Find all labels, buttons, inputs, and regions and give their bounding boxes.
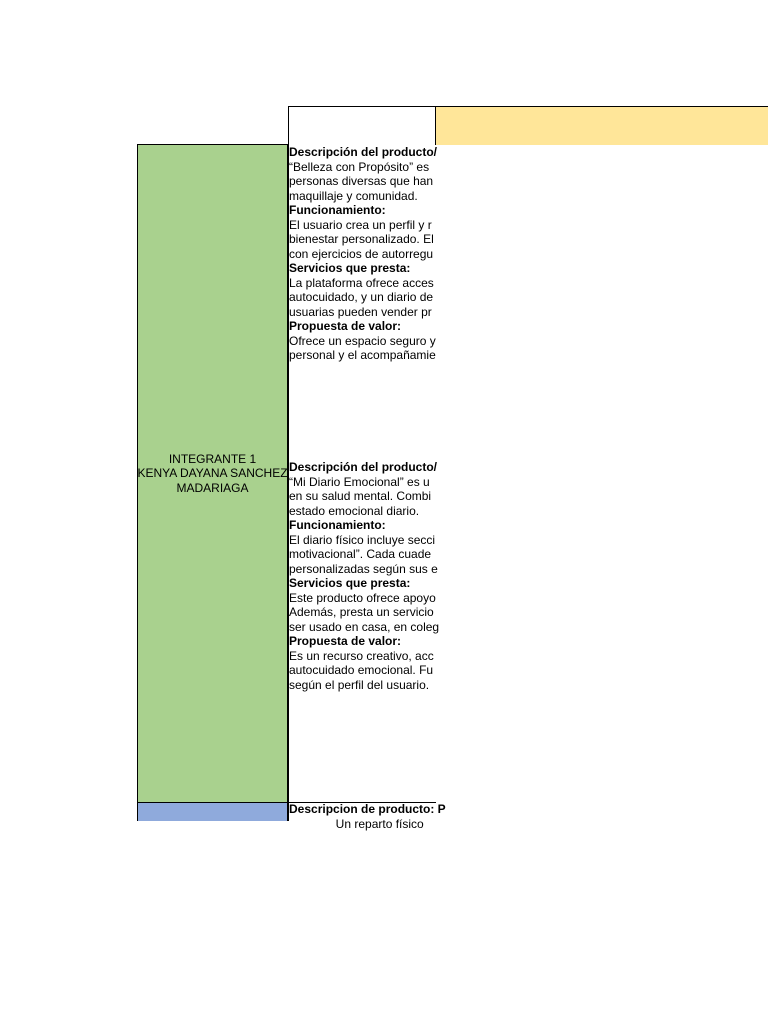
- text-line: El diario físico incluye secci: [289, 532, 436, 547]
- product-description-2: [289, 460, 440, 692]
- product-description-1: [289, 145, 437, 363]
- section-heading: Servicios que presta:: [289, 576, 411, 590]
- text-line: autocuidado, y un diario de: [289, 290, 434, 304]
- member-name-line2: MADARIAGA: [176, 480, 249, 495]
- text-line: Ofrece un espacio seguro y: [289, 333, 436, 348]
- section-heading: Descripcion de producto: P: [289, 802, 446, 816]
- text-line: Un reparto físico: [289, 816, 424, 831]
- row-divider: [288, 802, 436, 803]
- section-heading: Descripción del producto/: [289, 145, 438, 159]
- text-line: Es un recurso creativo, acc: [289, 648, 434, 663]
- text-line: autocuidado emocional. Fu: [289, 663, 434, 677]
- member-cell: [137, 144, 288, 803]
- text-line: estado emocional diario.: [289, 503, 420, 518]
- text-line: La plataforma ofrece acces: [289, 275, 434, 290]
- text-line: motivacional”. Cada cuade: [289, 547, 432, 561]
- text-line: bienestar personalizado. El: [289, 232, 434, 246]
- text-line: personas diversas que han: [289, 174, 434, 188]
- member-name-line1: KENYA DAYANA SANCHEZ: [137, 466, 288, 481]
- text-line: Además, presta un servicio: [289, 605, 434, 619]
- text-line: usuarias pueden vender pr: [289, 304, 432, 319]
- text-line: “Belleza con Propósito” es: [289, 159, 430, 174]
- text-line: Este producto ofrece apoyo: [289, 590, 436, 605]
- products-column: [288, 144, 446, 831]
- text-line: maquillaje y comunidad.: [289, 188, 418, 203]
- section-heading: Funcionamiento:: [289, 518, 386, 532]
- section-heading: Funcionamiento:: [289, 203, 386, 217]
- text-line: en su salud mental. Combi: [289, 489, 432, 503]
- next-member-cell: [137, 802, 288, 821]
- text-line: con ejercicios de autorregu: [289, 246, 434, 261]
- member-number: INTEGRANTE 1: [168, 451, 257, 466]
- section-heading: Servicios que presta:: [289, 261, 411, 275]
- section-heading: Propuesta de valor:: [289, 634, 402, 648]
- section-heading: Descripción del producto/: [289, 460, 438, 474]
- text-line: personal y el acompañamie: [289, 348, 436, 362]
- product-description-3: [289, 802, 446, 831]
- text-line: “Mi Diario Emocional” es u: [289, 474, 430, 489]
- header-cell: [288, 106, 436, 145]
- text-line: El usuario crea un perfil y r: [289, 217, 432, 232]
- text-line: ser usado en casa, en coleg: [289, 619, 440, 634]
- text-line: según el perfil del usuario.: [289, 677, 430, 692]
- text-line: personalizadas según sus e: [289, 561, 438, 576]
- section-heading: Propuesta de valor:: [289, 319, 402, 333]
